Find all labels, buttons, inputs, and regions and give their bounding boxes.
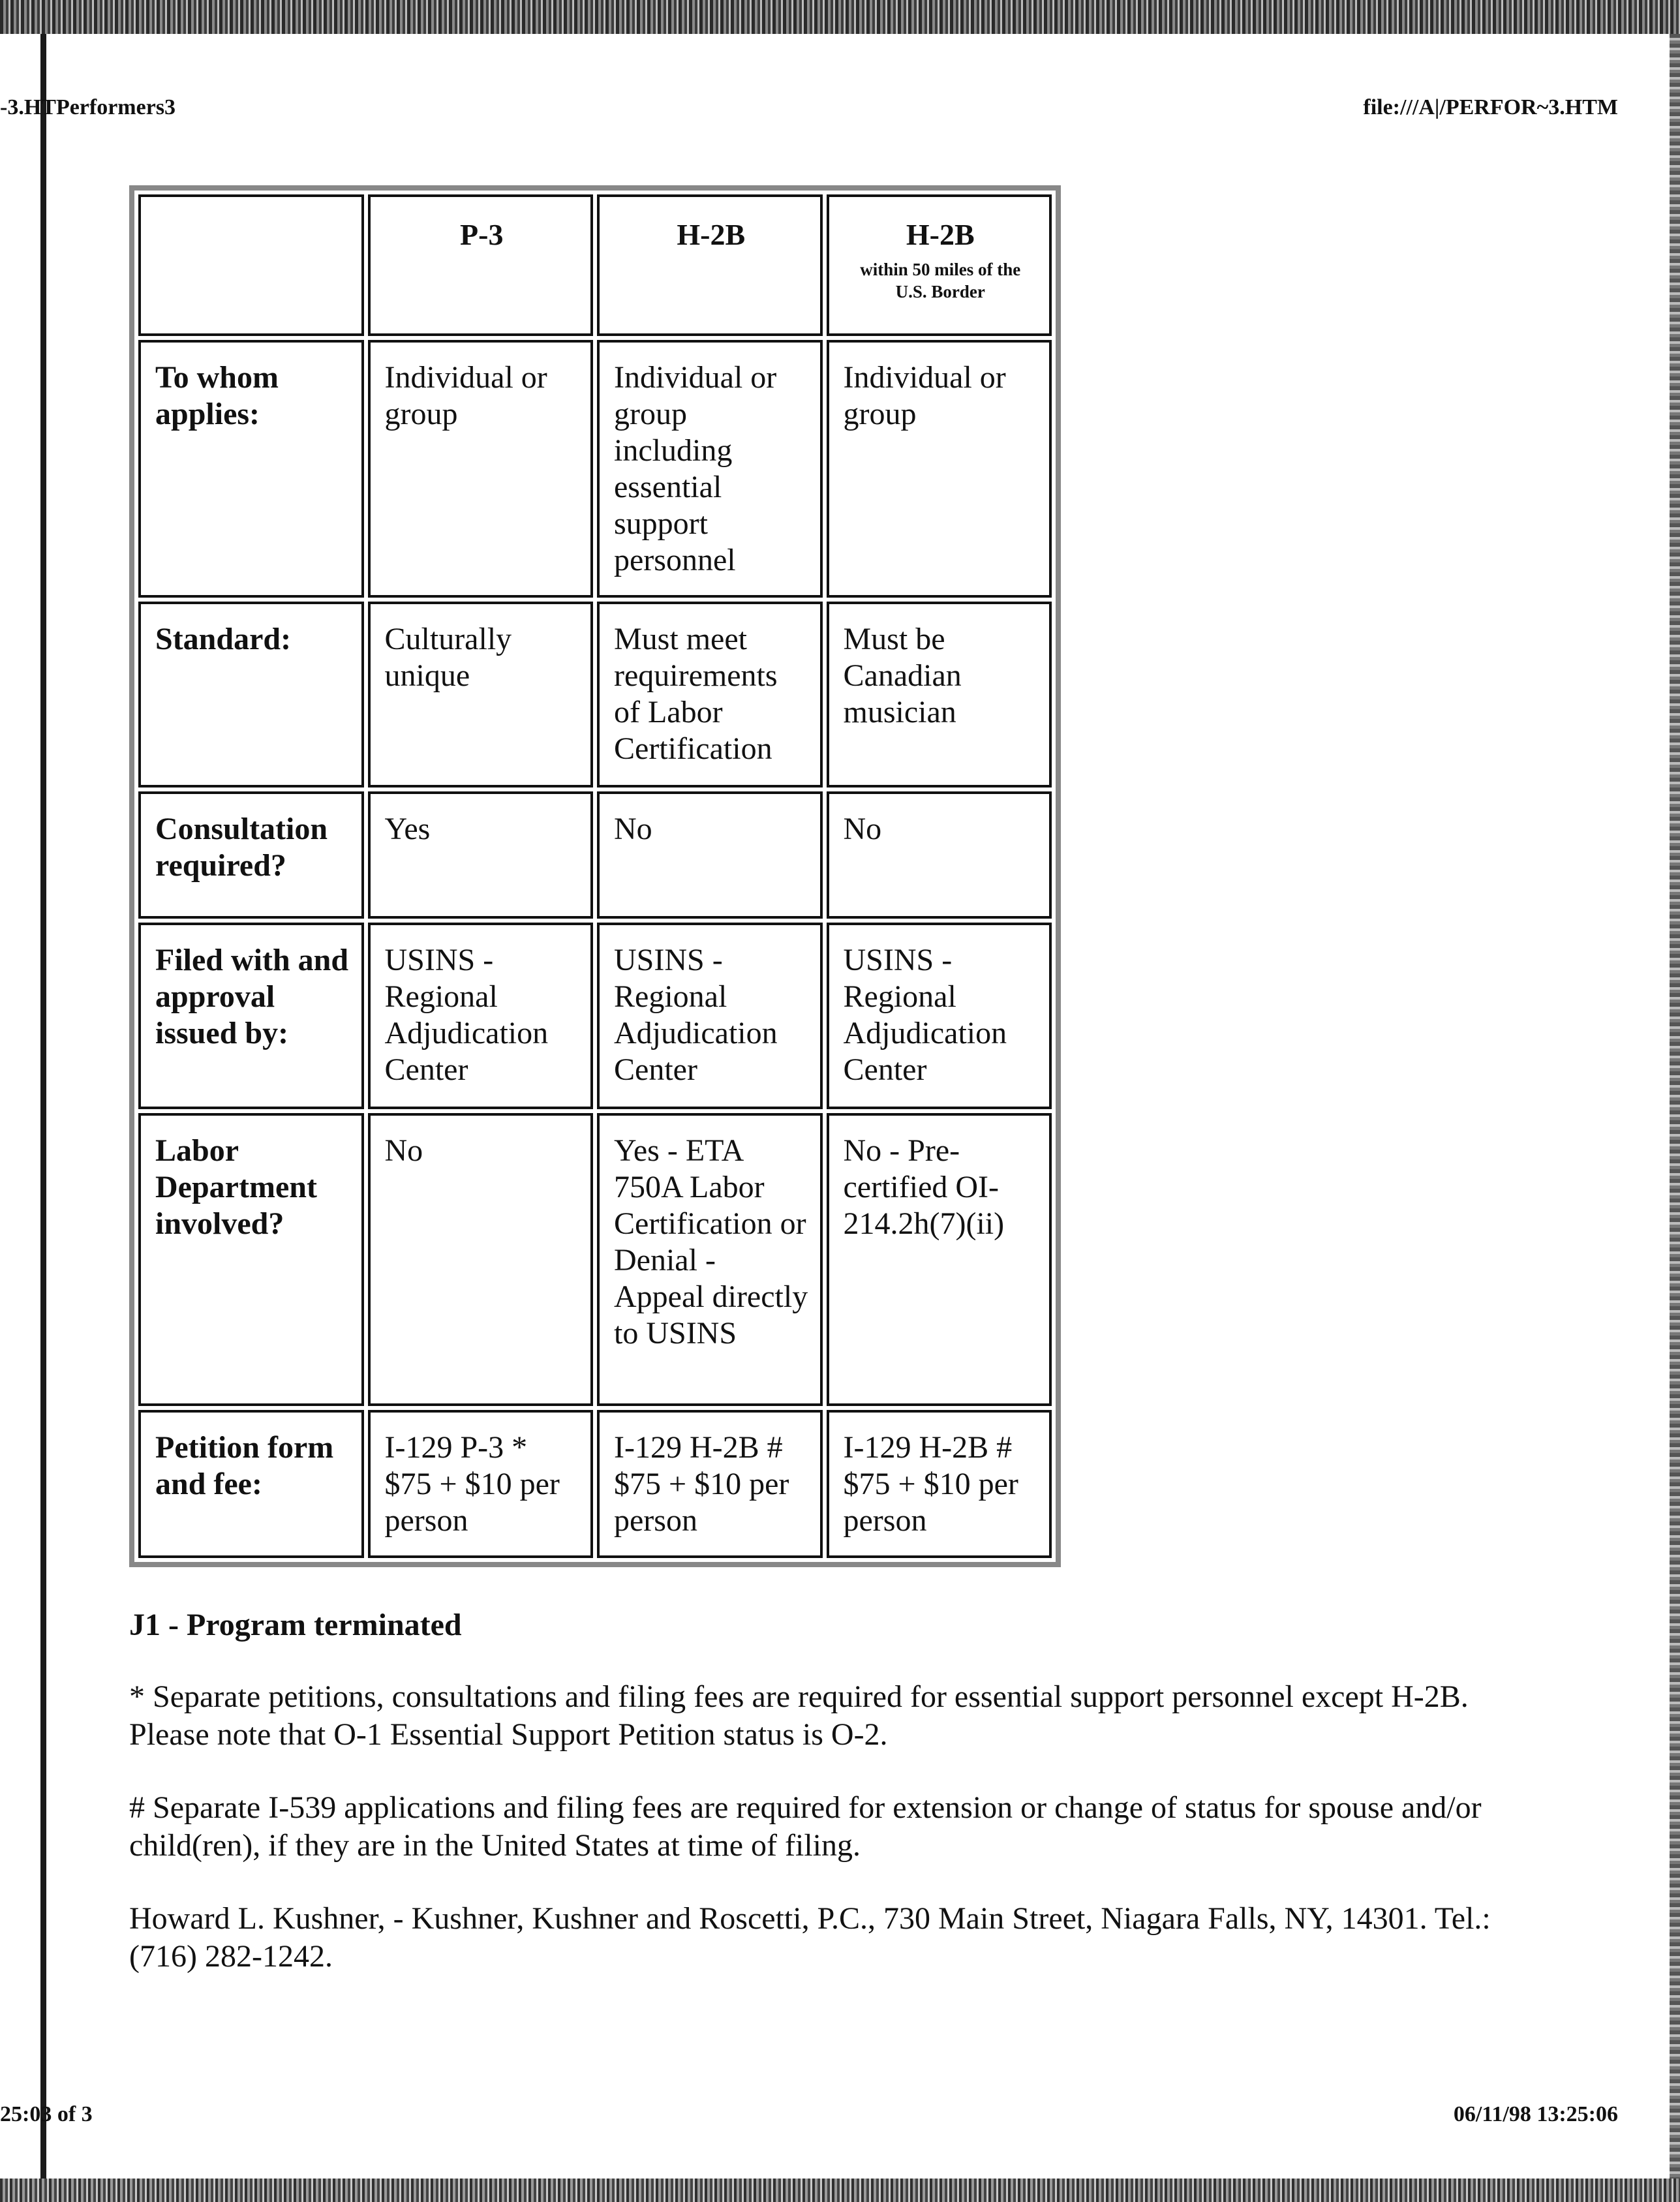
- table-row: [138, 923, 1052, 1109]
- column-header-p3: P-3: [368, 194, 594, 336]
- scan-border-bottom: [0, 2179, 1680, 2202]
- program-status-heading: J1 - Program terminated: [129, 1608, 462, 1642]
- table-cell: Individual or group including essential support personnel: [597, 340, 823, 597]
- row-label: Petition form and fee:: [138, 1410, 364, 1558]
- table-cell: Must be Canadian musician: [827, 602, 1052, 788]
- visa-comparison-table: [129, 185, 1061, 1567]
- row-label: To whom applies:: [138, 340, 364, 597]
- table-cell: USINS - Regional Adjudication Center: [827, 923, 1052, 1109]
- asterisk-footnote: * Separate petitions, consultations and filing fees are required for essential support personnel except H-2B. Please note that O-1 Essential Support Petition status is O-2.: [129, 1679, 1469, 1752]
- row-label: Standard:: [138, 602, 364, 788]
- table-row: [138, 340, 1052, 597]
- table-cell: No - Pre-certified OI-214.2h(7)(ii): [827, 1113, 1052, 1406]
- table-row: [138, 602, 1052, 788]
- footer-page-number: 25:03 of 3: [0, 2102, 93, 2126]
- scan-border-left: [40, 34, 46, 2179]
- table-cell: No: [368, 1113, 594, 1406]
- row-label: Labor Department involved?: [138, 1113, 364, 1406]
- table-cell: I-129 P-3 * $75 + $10 per person: [368, 1410, 594, 1558]
- header-page-title: -3.HTPerformers3: [0, 95, 176, 119]
- table-cell: USINS - Regional Adjudication Center: [597, 923, 823, 1109]
- table-cell: Culturally unique: [368, 602, 594, 788]
- table-cell: Individual or group: [827, 340, 1052, 597]
- table-cell: No: [597, 791, 823, 919]
- table-cell: USINS - Regional Adjudication Center: [368, 923, 594, 1109]
- table-row: [138, 1113, 1052, 1406]
- table-cell: Must meet requirements of Labor Certification: [597, 602, 823, 788]
- row-label: Filed with and approval issued by:: [138, 923, 364, 1109]
- table-row: [138, 791, 1052, 919]
- scan-border-top: [0, 0, 1680, 34]
- hash-footnote: # Separate I-539 applications and filing fees are required for extension or change of status for spouse and/or child(ren), if they are in the United States at time of filing.: [129, 1790, 1482, 1863]
- table-cell: Individual or group: [368, 340, 594, 597]
- table-cell: Yes - ETA 750A Labor Certification or Denial - Appeal directly to USINS: [597, 1113, 823, 1406]
- column-header-empty: [138, 194, 364, 336]
- table-cell: Yes: [368, 791, 594, 919]
- column-header-h2b-border: H-2B within 50 miles of the U.S. Border: [827, 194, 1052, 336]
- contact-info: Howard L. Kushner, - Kushner, Kushner and Roscetti, P.C., 730 Main Street, Niagara Falls, NY, 14301. Tel.: (716) 282-1242.: [129, 1901, 1491, 1974]
- column-subtitle: within 50 miles of the U.S. Border: [860, 260, 1021, 301]
- header-file-path: file:///A|/PERFOR~3.HTM: [1363, 95, 1618, 119]
- scan-border-right: [1670, 34, 1680, 2179]
- table-row: [138, 1410, 1052, 1558]
- table-cell: No: [827, 791, 1052, 919]
- row-label: Consultation required?: [138, 791, 364, 919]
- table-header-row: [138, 194, 1052, 336]
- table-cell: I-129 H-2B # $75 + $10 per person: [597, 1410, 823, 1558]
- column-header-h2b: H-2B: [597, 194, 823, 336]
- table-cell: I-129 H-2B # $75 + $10 per person: [827, 1410, 1052, 1558]
- footer-timestamp: 06/11/98 13:25:06: [1453, 2102, 1618, 2126]
